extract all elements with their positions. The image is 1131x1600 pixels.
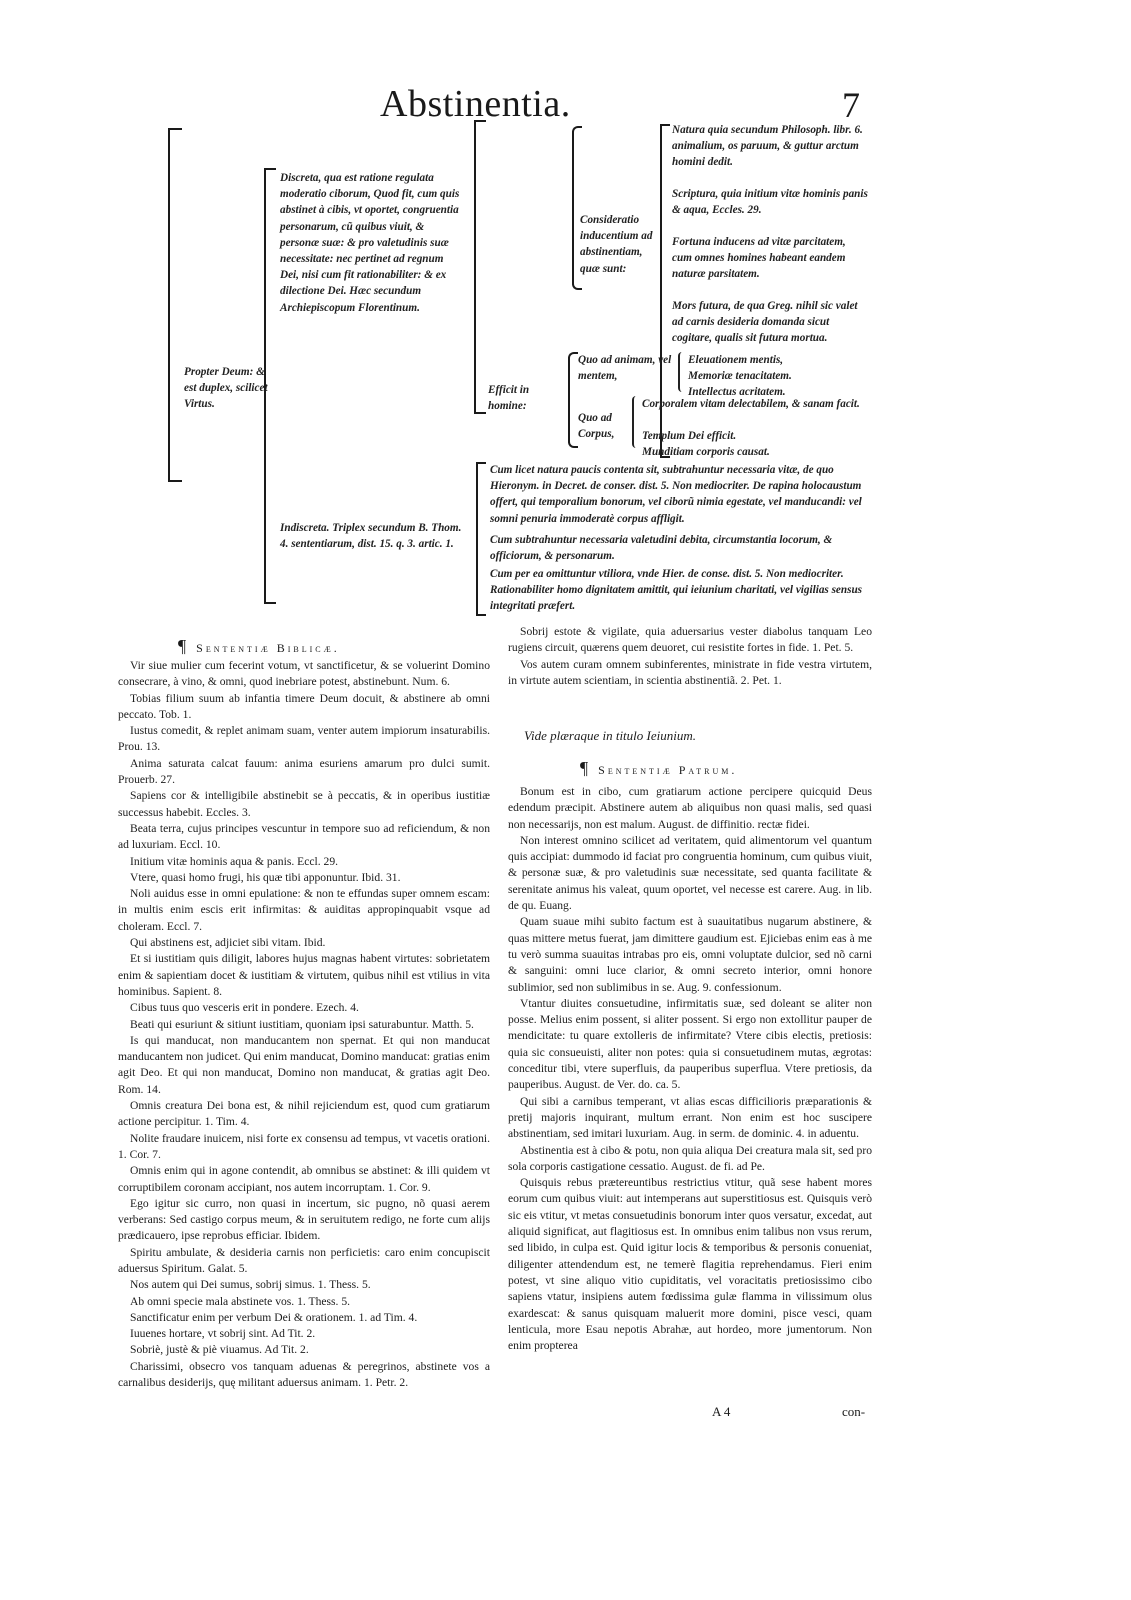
biblical-sentence: Beati qui esuriunt & sitiunt iustitiam, quoniam ipsi saturabuntur. Matth. 5.: [130, 1017, 474, 1031]
heading-patrum-text: Sententiæ Patrum.: [598, 763, 738, 777]
corpus-brace: [632, 396, 640, 448]
biblical-sentence: Spiritu ambulate, & desideria carnis non perficietis: caro enim concupiscit aduersus Spiritum. Galat. 5.: [118, 1245, 490, 1275]
tree-quo-corpus: Quo ad Corpus,: [578, 412, 615, 441]
biblical-sentence: Sanctificatur enim per verbum Dei & orationem. 1. ad Tim. 4.: [130, 1310, 418, 1324]
tree-discreta: Discreta, qua est ratione regulata moderatio ciborum, Quod fit, cum quis abstinet à cibis, vt oportet, congruentia personarum, cũ quibus viuit, & personæ suæ: & pro valetudinis suæ necessitate: nec pertinet ad regnum Dei, nisi cum fit rationabiliter: & ex dilectione Dei. Hæc secundum Archiepiscopum Florentinum.: [280, 172, 460, 314]
discreta-brace: [474, 120, 486, 414]
patristic-sentence: Non interest omnino scilicet ad veritatem, quid alimentorum vel quantum quis accipiat: dummodo id faciat pro congruentia hominum, cum quibus viuit, & personæ suæ, & pro valetudinis suæ necessitate, sed quanta facilitate & serenitate animus his valeat, quum oportet, vel necesse est carere. Aug. in lib. de qu. Euang.: [508, 833, 872, 913]
biblical-sentence: Cibus tuus quo vesceris erit in pondere. Ezech. 4.: [130, 1001, 359, 1015]
tree-scriptura: Scriptura, quia initium vitæ hominis panis & aqua, Eccles. 29.: [672, 188, 868, 217]
signature-mark: A 4: [712, 1404, 731, 1419]
biblical-sentence: Tobias filium suum ab infantia timere Deum docuit, & abstinere ab omni peccato. Tob. 1.: [118, 691, 490, 721]
left-column: [118, 658, 490, 1391]
patristic-sentence: Qui sibi a carnibus temperant, vt alias escas difficilioris præparationis & pretij majoris inquirant, multum errant. Non enim est hoc suscipere abstinentiam, sed imitari luxuriam. Aug. in serm. de dominic. 4. in aduentu.: [508, 1094, 872, 1141]
biblical-sentence: Vos autem curam omnem subinferentes, ministrate in fide vestra virtutem, in virtute autem scientiam, in scientia abstinentiã. 2. Pet. 1.: [508, 657, 872, 687]
biblical-sentence: Qui abstinens est, adjiciet sibi vitam. Ibid.: [130, 936, 326, 950]
heading-patrum: [580, 758, 840, 779]
heading-biblicae: [178, 636, 478, 657]
biblical-sentence: Ab omni specie mala abstinete vos. 1. Thess. 5.: [130, 1294, 351, 1308]
tree-quo-animam: Quo ad animam, vel mentem,: [578, 354, 672, 383]
vide-note: Vide plæraque in titulo Ieiunium.: [524, 728, 696, 743]
biblical-sentence: Anima saturata calcat fauum: anima esuriens amarum pro dulci sumit. Prouerb. 27.: [118, 756, 490, 787]
right-column: [508, 784, 872, 1354]
tree-natura: Natura quia secundum Philosoph. libr. 6. animalium, os paruum, & guttur arctum homini dedit.: [672, 124, 863, 169]
biblical-sentence: Iustus comedit, & replet animam suam, venter autem impiorum insaturabilis. Prou. 13.: [118, 724, 490, 754]
biblical-sentence: Vtere, quasi homo frugi, his quæ tibi apponuntur. Ibid. 31.: [130, 870, 401, 884]
biblical-sentence: Sobrij estote & vigilate, quia aduersarius vester diabolus tanquam Leo rugiens circuit, quærens quem deuoret, cui resistite fortes in fide. 1. Pet. 5.: [508, 625, 872, 655]
right-column-top: [508, 624, 872, 689]
patristic-sentence: Abstinentia est à cibo & potu, non quia aliqua Dei creatura mala sit, sed pro sola corporis castigatione cessatio. August. de fi. ad Pe.: [508, 1143, 872, 1173]
tree-root: Propter Deum: & est duplex, scilicet Virtus.: [184, 366, 268, 411]
biblical-sentence: Initium vitæ hominis aqua & panis. Eccl. 29.: [130, 854, 339, 868]
pilcrow-icon: ¶: [178, 636, 187, 656]
anima-item-3: Intellectus acritatem.: [688, 386, 786, 398]
anima-brace: [678, 352, 686, 392]
patristic-sentence: Vtantur diuites consuetudine, infirmitatis suæ, sed doleant se aliter non posse. Melius enim possent, si aliter possent. Si ergo non extollitur pauper de mendicitate: tu quare extolleris de infirmitate? Vtere cibis electis, pretiosis: quia sic consueuisti, aliter non potes: quia si consuetudinem mutas, ægrotas: conceditur tibi, vtere superfluis, da pauperibus superflua. Vtere pretiosis, da pauperibus. August. de Ver. do. ca. 5.: [508, 996, 872, 1092]
biblical-sentence: Noli auidus esse in omni epulatione: & non te effundas super omnem escam: in multis enim escis erit infirmitas: & auiditas appropinquabit vsque ad choleram. Eccl. 7.: [118, 887, 490, 933]
indiscreta-item-2: Cum subtrahuntur necessaria valetudini debita, circumstantia locorum, & officiorum, & personarum.: [490, 534, 833, 563]
pilcrow-icon: ¶: [580, 758, 589, 778]
patristic-sentence: Bonum est in cibo, cum gratiarum actione percipere quicquid Deus edendum præcipit. Abstinere autem ab aliquibus non quasi malis, sed quasi non necessarijs, non est malum. August. de diffinitio. rectæ fidei.: [508, 785, 872, 831]
tree-indiscreta: Indiscreta. Triplex secundum B. Thom. 4. sententiarum, dist. 15. q. 3. artic. 1.: [280, 522, 462, 551]
biblical-sentence: Nolite fraudare inuicem, nisi forte ex consensu ad tempus, vt vacetis orationi. 1. Cor. 7.: [118, 1131, 490, 1161]
biblical-sentence: Charissimi, obsecro vos tanquam aduenas & peregrinos, abstinete vos a carnalibus desiderijs, quę militant aduersus animam. 1. Petr. 2.: [118, 1359, 490, 1390]
anima-item-1: Eleuationem mentis,: [688, 354, 784, 366]
page-title: Abstinentia.: [380, 83, 571, 125]
biblical-sentence: Beata terra, cujus principes vescuntur in tempore suo ad reficiendum, & non ad luxuriam. Eccl. 10.: [118, 821, 490, 852]
corpus-item-2: Templum Dei efficit.: [642, 430, 737, 442]
biblical-sentence: Iuuenes hortare, vt sobrij sint. Ad Tit. 2.: [130, 1327, 316, 1341]
anima-item-2: Memoriæ tenacitatem.: [688, 370, 792, 382]
biblical-sentence: Sobriè, justè & piè viuamus. Ad Tit. 2.: [130, 1343, 309, 1357]
efficit-brace: [568, 352, 578, 448]
tree-consideratio: Consideratio inducentium ad abstinentiam, quæ sunt:: [580, 214, 653, 275]
main-brace: [168, 128, 182, 482]
biblical-sentence: Is qui manducat, non manducantem non spernat. Et qui non manducat manducantem non judicet. Qui enim manducat, Domino manducat: gratias enim agit Deo. Et qui non manducat, Domino non manducat, & gratias agit Deo. Rom. 14.: [118, 1033, 490, 1096]
indiscreta-brace: [476, 462, 486, 616]
heading-biblicae-text: Sententiæ Biblicæ.: [196, 641, 340, 655]
patristic-sentence: Quisquis rebus prætereuntibus restrictius vtitur, quã sese habent mores eorum cum quibus viuit: aut intemperans aut superstitiosus est. Quisquis verò sic eis vtitur, vt metas consuetudinis bonorum inter quos versatur, excedat, aut aliquid significat, aut flagitiosus est. In omnibus enim talibus non vsus rerum, sed libido, in culpa est. Quid igitur locis & temporibus & personis conueniat, diligenter attendendum est, ne temerè flagitia reprehendamus. Fieri enim potest, vt sine aliquo vitio cupiditatis, vel voracitatis pretiosissimo cibo sapiens vtatur, insipiens autem fœdissima gulæ flamma in vilissimum olus exardescat: & sanus quisquam maluerit more domini, pisce vesci, quam lenticula, more Esau nepotis Abrahæ, aut hordeo, more jumentorum. Non enim propterea: [508, 1176, 872, 1353]
indiscreta-item-1: Cum licet natura paucis contenta sit, subtrahuntur necessaria vitæ, de quo Hieronym. in Decret. de conser. dist. 5. Non mediocriter. De rapina holocaustum offert, qui temporalium bonorum, vel ciborũ nimia egestate, vel manducandi: vel somni penuria immoderatè corpus affligit.: [490, 464, 862, 525]
corpus-item-1: Corporalem vitam delectabilem, & sanam facit.: [642, 398, 860, 410]
folio-number: 7: [842, 85, 860, 125]
tree-fortuna: Fortuna inducens ad vitæ parcitatem, cum omnes homines habeant eandem naturæ parsitatem.: [672, 236, 846, 281]
biblical-sentence: Sapiens cor & intelligibile abstinebit se à peccatis, & in operibus iustitiæ successus habebit. Eccles. 3.: [118, 789, 490, 819]
biblical-sentence: Vir siue mulier cum fecerint votum, vt sanctificetur, & se voluerint Domino consecrare, à vino, & omni, quod inebriare potest, abstinebunt. Num. 6.: [118, 659, 490, 689]
biblical-sentence: Nos autem qui Dei sumus, sobrij simus. 1. Thess. 5.: [130, 1278, 371, 1292]
biblical-sentence: Et si iustitiam quis diligit, labores hujus magnas habent virtutes: sobrietatem enim & sapientiam docet & iustitiam & virtutem, quibus nihil est vtilius in vita hominibus. Sapient. 8.: [118, 952, 490, 998]
patristic-sentence: Quam suaue mihi subito factum est à suauitatibus nugarum abstinere, & quas mittere metus fuerat, jam dimittere gaudium est. Ejiciebas enim eas à me tu verò summa suauitas intrabas pro eis, omni voluptate dulcior, sed nõ carni & sanguini: omni luce clarior, & omni secreto interior, omni honore sublimior, sed non sublimibus in se. Aug. 9. confessionum.: [508, 915, 872, 994]
biblical-sentence: Ego igitur sic curro, non quasi in incertum, sic pugno, nõ quasi aerem verberans: Sed castigo corpus meum, & in seruitutem redigo, ne forte cum alijs prædicauero, ipse reprobus efficiar. Ibidem.: [118, 1196, 490, 1243]
virtus-brace: [264, 168, 276, 604]
biblical-sentence: Omnis creatura Dei bona est, & nihil rejiciendum est, quod cum gratiarum actione percipitur. 1. Tim. 4.: [118, 1099, 490, 1129]
catchword: con-: [842, 1404, 866, 1419]
biblical-sentence: Omnis enim qui in agone contendit, ab omnibus se abstinet: & illi quidem vt corruptibilem coronam accipiant, nos autem incorruptam. 1. Cor. 9.: [118, 1164, 490, 1194]
tree-efficit: Efficit in homine:: [488, 384, 530, 413]
tree-mors: Mors futura, de qua Greg. nihil sic valet ad carnis desideria domanda sicut cogitare, qualis sit futura mortua.: [672, 300, 858, 345]
corpus-item-3: Munditiam corporis causat.: [642, 446, 770, 458]
indiscreta-item-3: Cum per ea omittuntur vtiliora, vnde Hier. de conse. dist. 5. Non mediocriter. Rationabiliter homo dignitatem amittit, qui ieiunium charitati, vel vigilias sensus integritati præfert.: [490, 568, 863, 613]
